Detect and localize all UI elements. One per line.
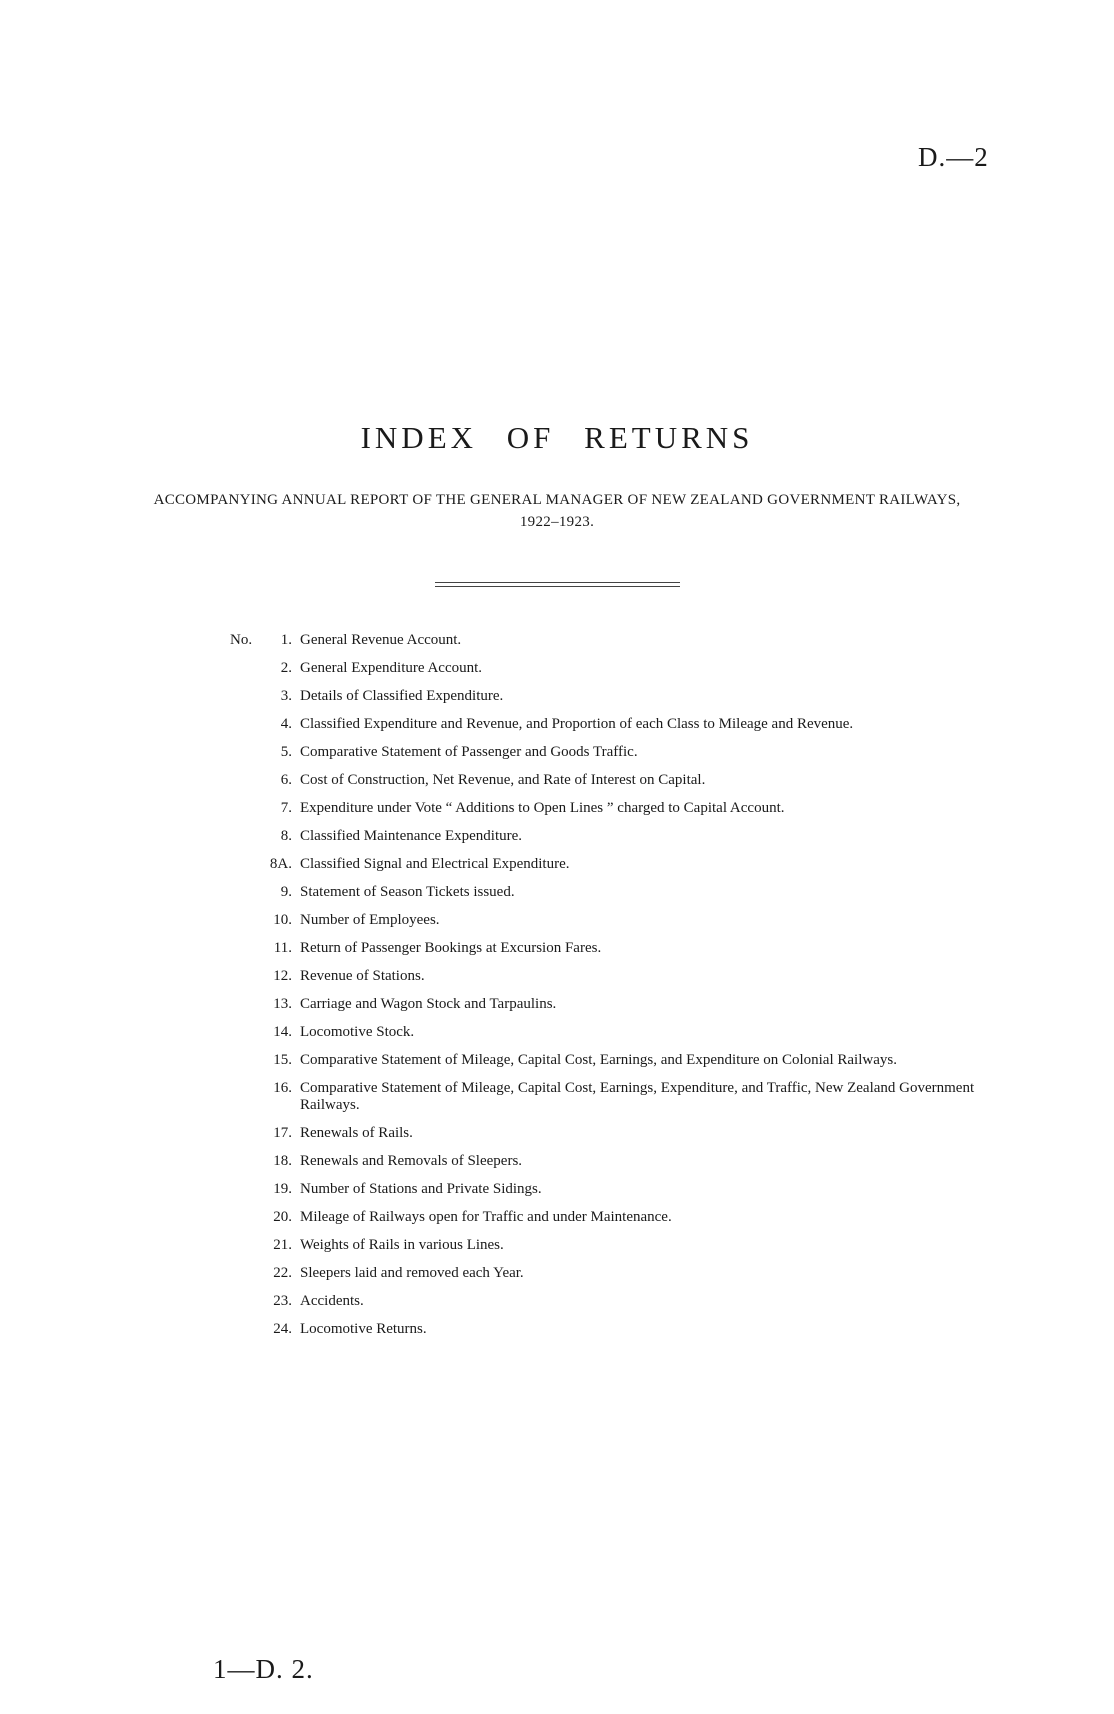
- index-item-number: 6.: [280, 772, 292, 788]
- index-item-label: Cost of Construction, Net Revenue, and Rate of Interest on Capital.: [300, 772, 706, 788]
- index-item: [230, 1209, 1000, 1226]
- index-item: [230, 1080, 1000, 1114]
- index-item-label: Number of Stations and Private Sidings.: [300, 1181, 542, 1197]
- index-item-number: 1.: [280, 632, 292, 648]
- index-item-label: Sleepers laid and removed each Year.: [300, 1265, 524, 1281]
- index-list: [230, 632, 1000, 1349]
- index-item-label: Statement of Season Tickets issued.: [300, 884, 515, 900]
- divider-rule-top: [435, 582, 680, 583]
- index-item: [230, 912, 1000, 929]
- index-item-number: 8A.: [269, 856, 292, 872]
- index-item-label: Classified Maintenance Expenditure.: [300, 828, 523, 844]
- index-item-number: 4.: [280, 716, 292, 732]
- index-item-number: 5.: [280, 744, 292, 760]
- index-item: [230, 688, 1000, 705]
- index-item-label: Locomotive Returns.: [300, 1321, 427, 1337]
- index-item-label: Return of Passenger Bookings at Excursion Fares.: [300, 940, 602, 956]
- index-item: [230, 1024, 1000, 1041]
- index-item-number: 12.: [273, 968, 292, 984]
- index-item-number: 19.: [273, 1181, 292, 1197]
- index-item: [230, 856, 1000, 873]
- index-item-label: Mileage of Railways open for Traffic and under Maintenance.: [300, 1209, 672, 1225]
- index-item-label: Number of Employees.: [300, 912, 440, 928]
- index-item-number: 15.: [273, 1052, 292, 1068]
- page-code-footer: 1—D. 2.: [213, 1654, 314, 1684]
- index-item-number: 24.: [273, 1321, 292, 1337]
- index-item-number: 17.: [273, 1125, 292, 1141]
- index-item-label: Comparative Statement of Passenger and Goods Traffic.: [300, 744, 638, 760]
- index-item-number: 9.: [280, 884, 292, 900]
- index-item-number: 2.: [280, 660, 292, 676]
- index-item: [230, 716, 1000, 733]
- index-item-number: 10.: [273, 912, 292, 928]
- index-item-label: General Revenue Account.: [300, 632, 462, 648]
- index-item: [230, 744, 1000, 761]
- index-item-number: 16.: [273, 1080, 292, 1096]
- index-item: [230, 828, 1000, 845]
- index-item-number: 7.: [280, 800, 292, 816]
- index-item: [230, 940, 1000, 957]
- index-item-number: 11.: [273, 940, 292, 956]
- index-item-number: 3.: [280, 688, 292, 704]
- index-item: [230, 1153, 1000, 1170]
- index-item: [230, 1293, 1000, 1310]
- page-code-header: D.—2: [918, 142, 989, 172]
- index-item-number: 22.: [273, 1265, 292, 1281]
- index-item-label: Classified Signal and Electrical Expenditure.: [300, 856, 570, 872]
- index-item: [230, 1125, 1000, 1142]
- index-item-label: Revenue of Stations.: [300, 968, 425, 984]
- index-item-label: Weights of Rails in various Lines.: [300, 1237, 504, 1253]
- index-item: [230, 632, 1000, 649]
- index-item-label: Renewals and Removals of Sleepers.: [300, 1153, 523, 1169]
- index-item: [230, 884, 1000, 901]
- index-item-number: 13.: [273, 996, 292, 1012]
- index-item-label: Comparative Statement of Mileage, Capital Cost, Earnings, and Expenditure on Colonial Railways.: [300, 1052, 897, 1068]
- index-item-label: Expenditure under Vote “ Additions to Open Lines ” charged to Capital Account.: [300, 800, 785, 816]
- index-item: [230, 1181, 1000, 1198]
- index-item: [230, 1052, 1000, 1069]
- index-item: [230, 1321, 1000, 1338]
- index-item-number: 14.: [273, 1024, 292, 1040]
- index-item: [230, 1237, 1000, 1254]
- index-item-label: Locomotive Stock.: [300, 1024, 415, 1040]
- index-item-label: Carriage and Wagon Stock and Tarpaulins.: [300, 996, 557, 1012]
- index-item-number: 8.: [280, 828, 292, 844]
- page-title: INDEX OF RETURNS: [360, 420, 754, 455]
- index-item: [230, 1265, 1000, 1282]
- index-item-label: Accidents.: [300, 1293, 364, 1309]
- page-subtitle: ACCOMPANYING ANNUAL REPORT OF THE GENERAL MANAGER OF NEW ZEALAND GOVERNMENT RAILWAYS, 1922–1923.: [153, 492, 961, 530]
- index-item: [230, 660, 1000, 677]
- divider-rule-bottom: [435, 586, 680, 587]
- index-item-label: Comparative Statement of Mileage, Capital Cost, Earnings, Expenditure, and Traffic, New Zealand Government Railways.: [300, 1080, 975, 1113]
- index-item-label: General Expenditure Account.: [300, 660, 483, 676]
- index-item-number: 21.: [273, 1237, 292, 1253]
- index-item-label: Classified Expenditure and Revenue, and Proportion of each Class to Mileage and Revenue.: [300, 716, 854, 732]
- index-item-number: 18.: [273, 1153, 292, 1169]
- index-item: [230, 800, 1000, 817]
- index-item: [230, 996, 1000, 1013]
- index-item: [230, 772, 1000, 789]
- index-item: [230, 968, 1000, 985]
- index-item-label: Renewals of Rails.: [300, 1125, 413, 1141]
- index-prefix: No.: [230, 632, 253, 648]
- index-item-label: Details of Classified Expenditure.: [300, 688, 504, 704]
- index-item-number: 20.: [273, 1209, 292, 1225]
- index-item-number: 23.: [273, 1293, 292, 1309]
